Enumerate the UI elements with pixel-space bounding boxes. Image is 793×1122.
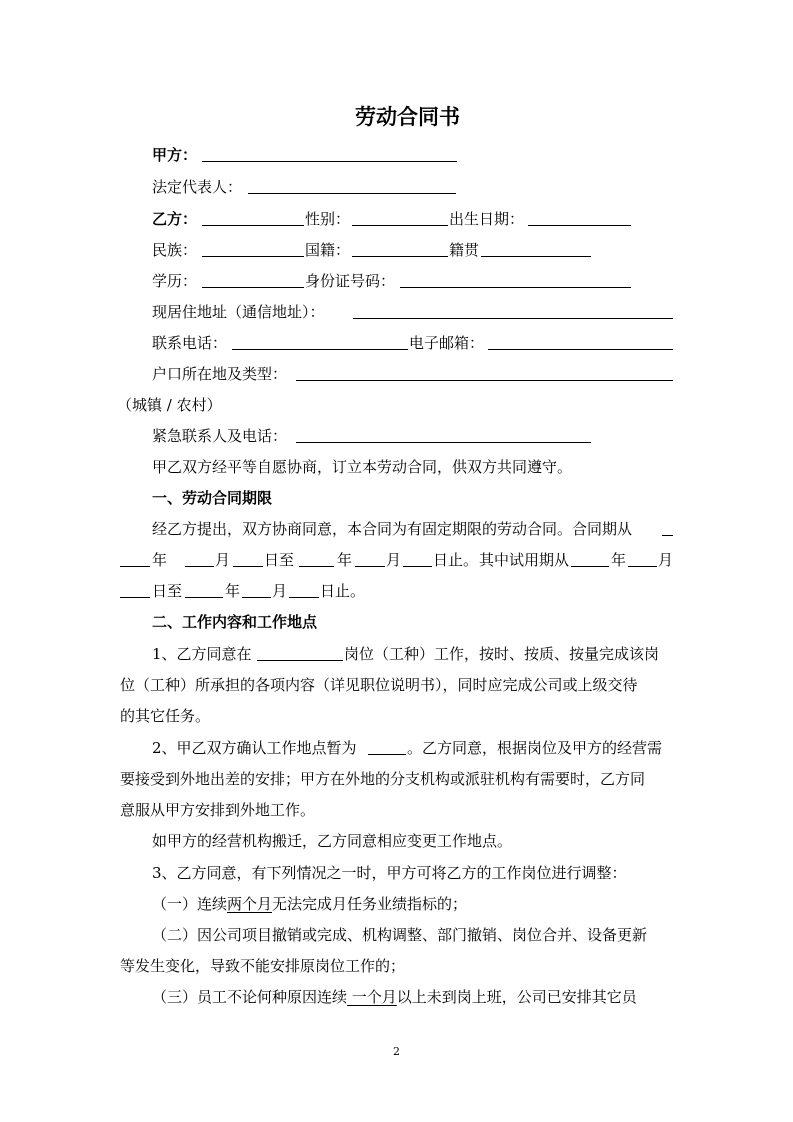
clause-3-text: 3、乙方同意，有下列情况之一时，甲方可将乙方的工作岗位进行调整：	[152, 864, 627, 882]
section-2-heading: 二、工作内容和工作地点	[152, 613, 318, 631]
native-place-label: 籍贯	[449, 241, 480, 259]
section-1-heading: 一、劳动合同期限	[152, 489, 273, 507]
clause-2-text-b: 。乙方同意，根据岗位及甲方的经营需	[407, 739, 663, 757]
section-1-line-1: 经乙方提出，双方协商同意，本合同为有固定期限的劳动合同。合同期从	[152, 520, 633, 538]
legal-rep-blank	[248, 193, 456, 194]
term-end-year-blank	[299, 566, 334, 567]
birth-label: 出生日期：	[449, 210, 525, 228]
clause-2-text-a: 2、甲乙双方确认工作地点暂为	[152, 739, 357, 757]
phone-blank	[232, 349, 408, 350]
clause-1-text-d: 的其它任务。	[120, 707, 211, 725]
clause-1-text-b: 岗位（工种）工作，按时、按质、按量完成该岗	[344, 645, 660, 663]
term-start-blank-a	[662, 535, 673, 536]
clause-1-text-c: 位（工种）所承担的各项内容（详见职位说明书），同时应完成公司或上级交待	[120, 676, 638, 694]
month-label: 月	[658, 551, 674, 569]
birth-blank	[528, 225, 631, 226]
month-label: 月	[215, 551, 231, 569]
clause-1-text-a: 1、乙方同意在	[152, 645, 252, 663]
gender-blank	[352, 225, 448, 226]
condition-1-text-a: （一）连续	[152, 895, 228, 913]
intro-paragraph: 甲乙双方经平等自愿协商，订立本劳动合同，供双方共同遵守。	[152, 458, 573, 476]
condition-3-underlined: 一个月	[347, 988, 397, 1006]
probation-end-day-blank	[289, 597, 319, 598]
education-blank	[202, 287, 304, 288]
party-a-blank	[202, 161, 457, 162]
year-label: 年	[152, 551, 168, 569]
legal-rep-label: 法定代表人：	[152, 178, 243, 196]
year-label: 年	[611, 551, 627, 569]
party-a-label: 甲方：	[152, 146, 198, 164]
probation-label: 其中试用期从	[479, 551, 570, 569]
year-label: 年	[225, 582, 241, 600]
probation-start-year-blank	[571, 566, 609, 567]
probation-end-year-blank	[185, 597, 223, 598]
term-end-day-blank	[403, 566, 432, 567]
probation-start-day-blank	[120, 597, 150, 598]
day-from-label: 日至	[152, 582, 183, 600]
page-number: 2	[393, 1045, 400, 1058]
condition-1	[152, 894, 467, 914]
native-place-blank	[481, 256, 591, 257]
work-location-blank	[368, 754, 406, 755]
party-b-label: 乙方：	[152, 210, 198, 228]
nationality-blank	[352, 256, 448, 257]
condition-1-text-b: 无法完成月任务业绩指标的；	[272, 895, 468, 913]
condition-1-underlined: 两个月	[227, 895, 273, 913]
email-label: 电子邮箱：	[409, 334, 485, 352]
clause-2-text-c: 要接受到外地出差的安排；甲方在外地的分支机构或派驻机构有需要时，乙方同	[120, 770, 646, 788]
day-end-label: 日止。	[320, 582, 366, 600]
year-label: 年	[337, 551, 353, 569]
hukou-options: （城镇 / 农村）	[117, 396, 222, 414]
hukou-label: 户口所在地及类型：	[152, 365, 288, 383]
term-start-year-blank	[120, 566, 150, 567]
term-start-day-blank	[233, 566, 263, 567]
term-end-month-blank	[355, 566, 385, 567]
clause-2-text-d: 意服从甲方安排到外地工作。	[120, 801, 316, 819]
month-label: 月	[272, 582, 288, 600]
address-blank	[353, 318, 673, 319]
term-start-month-blank	[185, 566, 214, 567]
id-number-blank	[400, 287, 631, 288]
emergency-contact-label: 紧急联系人及电话：	[152, 427, 288, 445]
clause-2-text-e: 如甲方的经营机构搬迁，乙方同意相应变更工作地点。	[152, 832, 513, 850]
phone-label: 联系电话：	[152, 334, 228, 352]
condition-3	[152, 987, 637, 1007]
probation-end-month-blank	[242, 597, 271, 598]
ethnicity-label: 民族：	[152, 241, 198, 259]
party-b-name-blank	[202, 225, 304, 226]
emergency-contact-blank	[296, 442, 591, 443]
probation-start-month-blank	[628, 566, 657, 567]
education-label: 学历：	[152, 272, 198, 290]
gender-label: 性别：	[305, 210, 351, 228]
hukou-blank	[296, 380, 673, 381]
email-blank	[488, 349, 673, 350]
ethnicity-blank	[202, 256, 304, 257]
id-number-label: 身份证号码：	[305, 272, 396, 290]
condition-3-text-a: （三）员工不论何种原因连续	[152, 988, 348, 1006]
condition-2-text-b: 等发生变化，导致不能安排原岗位工作的；	[120, 957, 406, 975]
day-from-label: 日至	[264, 551, 295, 569]
month-label: 月	[386, 551, 402, 569]
page-title: 劳动合同书	[355, 104, 460, 129]
nationality-label: 国籍：	[305, 241, 351, 259]
condition-2-text-a: （二）因公司项目撤销或完成、机构调整、部门撤销、岗位合并、设备更新	[152, 926, 648, 944]
day-end-label: 日止。	[433, 551, 479, 569]
position-blank	[257, 660, 343, 661]
address-label: 现居住地址（通信地址）：	[152, 303, 325, 321]
condition-3-text-b: 以上未到岗上班，公司已安排其它员	[396, 988, 637, 1006]
